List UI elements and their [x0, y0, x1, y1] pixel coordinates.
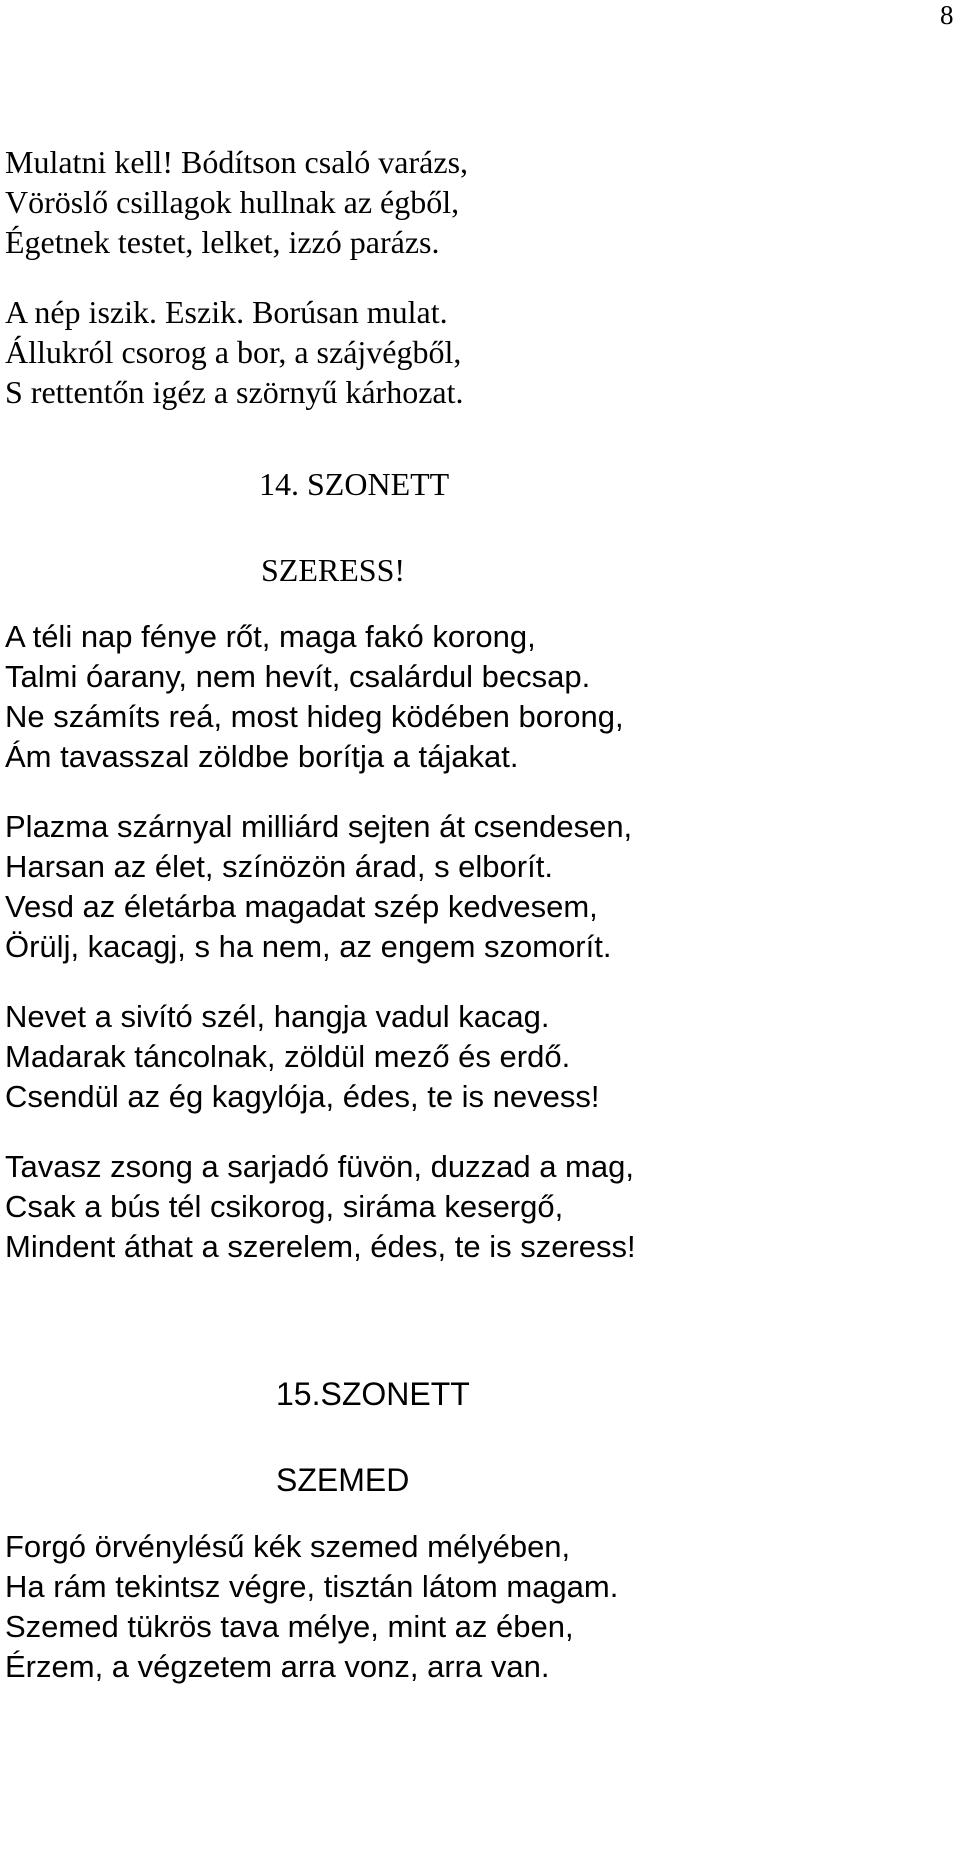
poem-line: Ám tavasszal zöldbe borítja a tájakat. — [5, 739, 519, 774]
poem-line: Plazma szárnyal milliárd sejten át csendesen, — [5, 809, 633, 844]
sonnet-title: SZEMED — [276, 1462, 410, 1498]
poem-line: A téli nap fénye rőt, maga fakó korong, — [5, 619, 536, 654]
poem-line: Szemed tükrös tava mélye, mint az ében, — [5, 1609, 574, 1644]
poem-line: Égetnek testet, lelket, izzó parázs. — [5, 224, 440, 260]
poem-line: Forgó örvénylésű kék szemed mélyében, — [5, 1529, 571, 1564]
poem-line: Mulatni kell! Bódítson csaló varázs, — [5, 144, 469, 180]
poem-line: Örülj, kacagj, s ha nem, az engem szomorít. — [5, 929, 612, 964]
poem-line: Tavasz zsong a sarjadó füvön, duzzad a mag, — [5, 1149, 634, 1184]
poem-line: Madarak táncolnak, zöldül mező és erdő. — [5, 1039, 571, 1074]
poem-line: S rettentőn igéz a szörnyű kárhozat. — [5, 374, 464, 410]
poem-line: Nevet a sivító szél, hangja vadul kacag. — [5, 999, 550, 1034]
poem-line: Vesd az életárba magadat szép kedvesem, — [5, 889, 598, 924]
page-number: 8 — [940, 0, 954, 30]
poem-line: Csak a bús tél csikorog, siráma kesergő, — [5, 1189, 564, 1224]
poem-line: Állukról csorog a bor, a szájvégből, — [5, 334, 462, 370]
poem-line: A nép iszik. Eszik. Borúsan mulat. — [5, 294, 448, 330]
sonnet-number: 14. SZONETT — [259, 466, 450, 502]
poem-line: Ne számíts reá, most hideg ködében borong, — [5, 699, 624, 734]
sonnet-title: SZERESS! — [261, 552, 406, 588]
poem-line: Csendül az ég kagylója, édes, te is nevess! — [5, 1079, 600, 1114]
poem-line: Mindent áthat a szerelem, édes, te is szeress! — [5, 1229, 636, 1264]
sonnet-number: 15.SZONETT — [276, 1376, 470, 1412]
poem-line: Harsan az élet, színözön árad, s elborít. — [5, 849, 553, 884]
poem-line: Talmi óarany, nem hevít, csalárdul becsap. — [5, 659, 591, 694]
poem-line: Ha rám tekintsz végre, tisztán látom magam. — [5, 1569, 619, 1604]
poem-line: Vöröslő csillagok hullnak az égből, — [5, 184, 460, 220]
poem-line: Érzem, a végzetem arra vonz, arra van. — [5, 1649, 550, 1684]
